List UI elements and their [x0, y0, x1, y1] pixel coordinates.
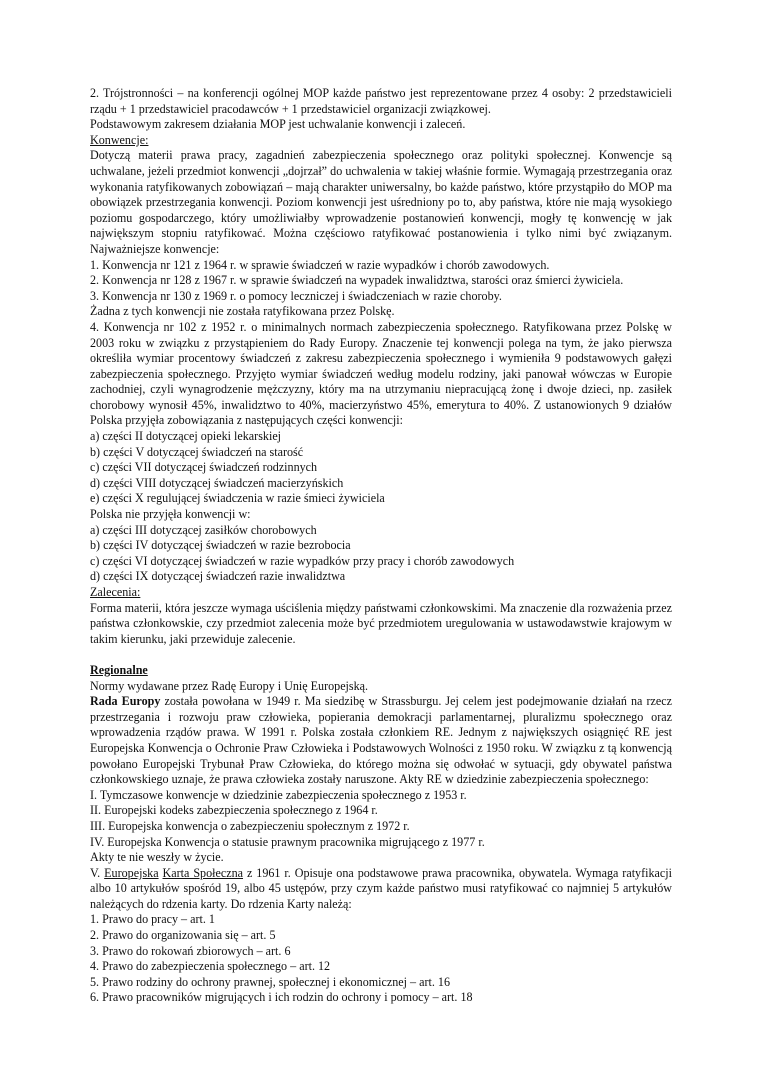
recommendations-paragraph: Forma materii, która jeszcze wymaga uściślenia między państwami członkowskimi. Ma znaczenie dla rozważenia przez państwa członkowskie, czy przedmiot zalecenia może być przedmiotem uregulowania w ustawodawstwie krajowym w takim kierunku, jaki przewiduje zalecenie.: [90, 600, 672, 646]
blank-line: [90, 647, 672, 663]
core-rights-list: [90, 912, 672, 1006]
list-item: I. Tymczasowe konwencje w dziedzinie zabezpieczenia społecznego z 1953 r.: [90, 787, 467, 802]
list-item: 6. Prawo pracowników migrujących i ich rodzin do ochrony i pomocy – art. 18: [90, 990, 473, 1005]
accepted-parts-list: [90, 429, 672, 507]
list-item: b) części V dotyczącej świadczeń na starość: [90, 444, 304, 459]
list-item: a) części III dotyczącej zasiłków chorobowych: [90, 522, 317, 537]
conventions-paragraph: Dotyczą materii prawa pracy, zagadnień zabezpieczenia społecznego oraz polityki społecznej. Konwencje są uchwalane, jeżeli przedmiot konwencji „dojrzał” do uchwalenia w takiej właśnie formie. Wymagają przestrzegania oraz wykonania ratyfikowanych zobowiązań – mają charakter uniwersalny, bo każde państwo, które przystąpiło do MOP ma obowiązek przestrzegania konwencji. Poziom konwencji jest uśredniony po to, aby państwa, które nie mają wysokiego poziomu gospodarczego, który umożliwiałby wprowadzenie postanowień konwencji, mogły tę konwencję w jak największym stopniu ratyfikować. Można częściowo ratyfikować postanowienia i tylko nimi być związanym. Najważniejsze konwencje:: [90, 148, 672, 256]
list-item: III. Europejska konwencja o zabezpieczeniu społecznym z 1972 r.: [90, 818, 410, 833]
conventions-heading: Konwencje:: [90, 132, 149, 147]
document-page: [90, 86, 672, 1006]
list-item: d) części VIII dotyczącej świadczeń macierzyńskich: [90, 475, 344, 490]
list-item: 2. Konwencja nr 128 z 1967 r. w sprawie świadczeń na wypadek inwalidztwa, starości oraz śmierci żywiciela.: [90, 273, 624, 288]
social-charter-paragraph: [90, 866, 672, 913]
charter-text: z 1961 r. Opisuje ona podstawowe prawa pracownika, obywatela. Wymaga ratyfikacji albo 10 artykułów spośród 19, albo 45 ustępów, przy czym każde państwo musi ratyfikować co najmniej 5 artykułów należących do rdzenia karty. Do rdzenia Karty należą:: [90, 865, 672, 911]
not-accepted-intro: Polska nie przyjęła konwencji w:: [90, 507, 251, 522]
not-ratified-line: Żadna z tych konwencji nie została ratyfikowana przez Polskę.: [90, 304, 395, 319]
tripartite-paragraph: 2. Trójstronności – na konferencji ogólnej MOP każde państwo jest reprezentowane przez 4 osoby: 2 przedstawicieli rządu + 1 przedstawiciel pracodawców + 1 przedstawiciel organizacji związkowej.: [90, 86, 672, 116]
list-item: c) części VI dotyczącej świadczeń w razie wypadków przy pracy i chorób zawodowych: [90, 553, 515, 568]
list-item: 2. Prawo do organizowania się – art. 5: [90, 928, 276, 943]
not-accepted-parts-list: [90, 523, 672, 585]
list-item: a) części II dotyczącej opieki lekarskiej: [90, 429, 282, 444]
list-item: 3. Konwencja nr 130 z 1969 r. o pomocy leczniczej i świadczeniach w razie choroby.: [90, 288, 502, 303]
list-item: IV. Europejska Konwencja o statusie prawnym pracownika migrującego z 1977 r.: [90, 834, 485, 849]
list-item: 1. Konwencja nr 121 z 1964 r. w sprawie świadczeń w razie wypadków i chorób zawodowych.: [90, 257, 550, 272]
charter-name-part1: Europejska: [104, 865, 159, 880]
charter-prefix: V.: [90, 865, 105, 880]
list-item: c) części VII dotyczącej świadczeń rodzinnych: [90, 460, 318, 475]
convention-102-paragraph: 4. Konwencja nr 102 z 1952 r. o minimalnych normach zabezpieczenia społecznego. Ratyfikowana przez Polskę w 2003 roku w związku z przystąpieniem do Rady Europy. Znaczenie tej konwencji polega na tym, że jako pierwsza określiła wymiar procentowy świadczeń z zakresu zabezpieczenia społecznego i wymieniła 9 podstawowych gałęzi zabezpieczenia społecznego. Przyjęto wymiar świadczeń według modelu rodziny, jaki panował wówczas w Europie zachodniej, czyli wynagrodzenie mężczyzny, który ma na utrzymaniu niepracującą żonę i dwoje dzieci, np. zasiłek chorobowy wynosił 45%, inwalidztwo to 40%, macierzyństwo 45%, emerytura to 40%. Z ustanowionych 9 działów Polska przyjęła zobowiązania z następujących części konwencji:: [90, 319, 672, 428]
list-item: b) części IV dotyczącej świadczeń w razie bezrobocia: [90, 538, 351, 553]
list-item: 4. Prawo do zabezpieczenia społecznego – art. 12: [90, 959, 331, 974]
council-of-europe-paragraph: [90, 694, 672, 788]
conventions-list: [90, 258, 672, 305]
list-item: 1. Prawo do pracy – art. 1: [90, 912, 215, 927]
not-in-force-line: Akty te nie weszły w życie.: [90, 850, 224, 865]
list-item: 5. Prawo rodziny do ochrony prawnej, społecznej i ekonomicznej – art. 16: [90, 974, 451, 989]
recommendations-heading: Zalecenia:: [90, 585, 141, 599]
regional-intro: Normy wydawane przez Radę Europy i Unię Europejską.: [90, 678, 369, 693]
scope-line: Podstawowym zakresem działania MOP jest uchwalanie konwencji i zaleceń.: [90, 117, 466, 132]
list-item: 3. Prawo do rokowań zbiorowych – art. 6: [90, 943, 291, 958]
charter-name-part2: Karta Społeczna: [162, 865, 244, 880]
list-item: d) części IX dotyczącej świadczeń razie inwalidztwa: [90, 569, 346, 584]
list-item: II. Europejski kodeks zabezpieczenia społecznego z 1964 r.: [90, 803, 378, 818]
council-text: została powołana w 1949 r. Ma siedzibę w Strassburgu. Jej celem jest podejmowanie działań na rzecz przestrzegania i rozwoju praw człowieka, popierania demokracji parlamentarnej, pluralizmu społecznego oraz wprowadzenia rządów prawa. W 1991 r. Polska została członkiem RE. Jednym z największych osiągnięć RE jest Europejska Konwencja o Ochronie Praw Człowieka i Podstawowych Wolności z 1950 roku. W związku z tą konwencją powołano Europejski Trybunał Praw Człowieka, do którego można się odwołać w sytuacji, gdy obywatel państwa członkowskiego uznaje, że prawa człowieka zostały naruszone. Akty RE w dziedzinie zabezpieczenia społecznego:: [90, 694, 672, 787]
regional-heading: Regionalne: [90, 662, 148, 677]
acts-list: [90, 788, 672, 850]
list-item: e) części X regulującej świadczenia w razie śmieci żywiciela: [90, 491, 385, 506]
council-label: Rada Europy: [90, 694, 161, 709]
